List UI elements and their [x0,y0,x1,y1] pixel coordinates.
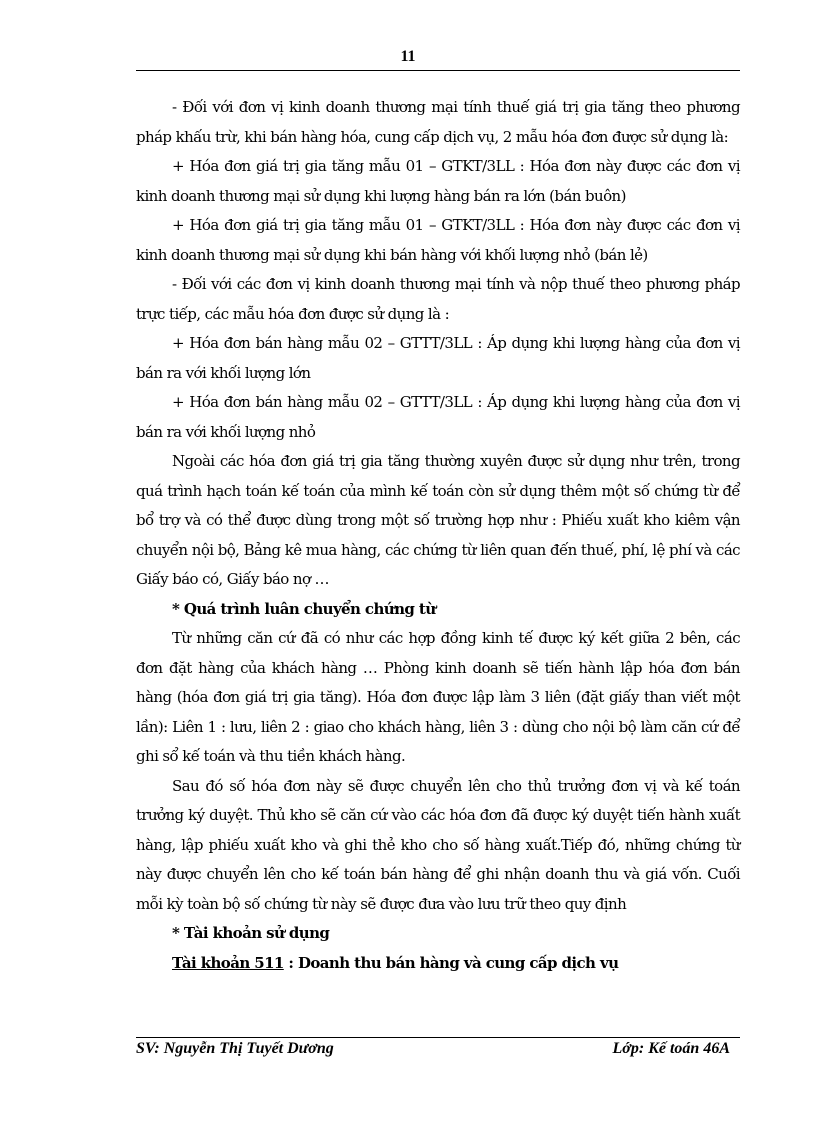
paragraph: + Hóa đơn bán hàng mẫu 02 – GTTT/3LL : Áp dụng khi lượng hàng của đơn vị bán ra với khối lượng lớn [136,334,740,382]
paragraph: + Hóa đơn giá trị gia tăng mẫu 01 – GTKT/3LL : Hóa đơn này được các đơn vị kinh doanh thương mại sử dụng khi lượng hàng bán ra lớn (bán buôn) [136,157,740,205]
paragraph: Ngoài các hóa đơn giá trị gia tăng thường xuyên được sử dụng như trên, trong quá trình hạch toán kế toán của mình kế toán còn sử dụng thêm một số chứng từ để bổ trợ và có thể được dùng trong một số trường hợp như : Phiếu xuất kho kiêm vận chuyển nội bộ, Bảng kê mua hàng, các chứng từ liên quan đến thuế, phí, lệ phí và các Giấy báo có, Giấy báo nợ … [136,452,740,588]
paragraph: + Hóa đơn bán hàng mẫu 02 – GTTT/3LL : Áp dụng khi lượng hàng của đơn vị bán ra với khối lượng nhỏ [136,393,740,441]
paragraph: Sau đó số hóa đơn này sẽ được chuyển lên cho thủ trưởng đơn vị và kế toán trưởng ký duyệt. Thủ kho sẽ căn cứ vào các hóa đơn đã được ký duyệt tiến hành xuất hàng, lập phiếu xuất kho và ghi thẻ kho cho số hàng xuất.Tiếp đó, những chứng từ này được chuyển lên cho kế toán bán hàng để ghi nhận doanh thu và giá vốn. Cuối mỗi kỳ toàn bộ số chứng từ này sẽ được đưa vào lưu trữ theo quy định [136,776,740,913]
section-heading: * Tài khoản sử dụng [172,924,330,942]
document-body [136,93,740,978]
paragraph: + Hóa đơn giá trị gia tăng mẫu 01 – GTKT/3LL : Hóa đơn này được các đơn vị kinh doanh thương mại sử dụng khi bán hàng với khối lượng nhỏ (bán lẻ) [136,216,740,264]
account-line [136,949,740,979]
footer-rule [136,1037,740,1038]
class-name: Lớp: Kế toán 46A [612,1040,730,1057]
paragraph: - Đối với các đơn vị kinh doanh thương mại tính và nộp thuế theo phương pháp trực tiếp, các mẫu hóa đơn được sử dụng là : [136,275,740,323]
section-heading: * Quá trình luân chuyển chứng từ [172,599,436,618]
student-name: SV: Nguyễn Thị Tuyết Dương [136,1040,334,1057]
account-code: Tài khoản 511 [172,953,284,972]
header-rule [136,70,740,71]
page-number: 11 [400,48,416,65]
account-name: Doanh thu bán hàng và cung cấp dịch vụ [297,953,619,972]
paragraph: - Đối với đơn vị kinh doanh thương mại tính thuế giá trị gia tăng theo phương pháp khấu trừ, khi bán hàng hóa, cung cấp dịch vụ, 2 mẫu hóa đơn được sử dụng là: [136,98,740,146]
page-footer [136,1040,740,1058]
paragraph: Từ những căn cứ đã có như các hợp đồng kinh tế được ký kết giữa 2 bên, các đơn đặt hàng của khách hàng … Phòng kinh doanh sẽ tiến hành lập hóa đơn bán hàng (hóa đơn giá trị gia tăng). Hóa đơn được lập làm 3 liên (đặt giấy than viết một lần): Liên 1 : lưu, liên 2 : giao cho khách hàng, liên 3 : dùng cho nội bộ làm căn cứ để ghi sổ kế toán và thu tiền khách hàng. [136,629,740,765]
account-separator: : [283,953,298,972]
